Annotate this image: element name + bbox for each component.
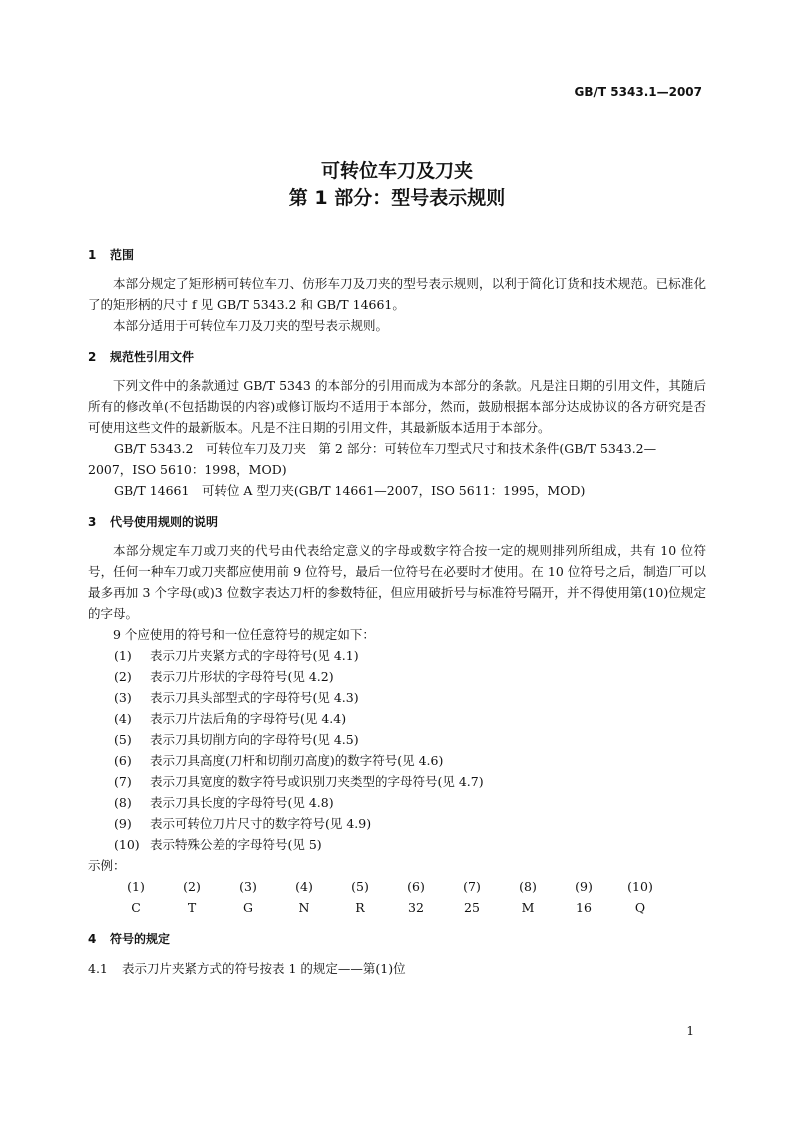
example-position: (7) bbox=[463, 879, 481, 894]
section-2-heading bbox=[88, 348, 706, 365]
section-number: 2 bbox=[88, 350, 97, 364]
list-item: (3) 表示刀具头部型式的字母符号(见 4.3) bbox=[114, 690, 359, 705]
example-symbol: Q bbox=[634, 900, 646, 915]
example-position: (4) bbox=[295, 879, 313, 894]
reference-line: GB/T 5343.2 可转位车刀及刀夹 第 2 部分：可转位车刀型式尺寸和技术条件(GB/T 5343.2— bbox=[114, 441, 657, 456]
reference-line: GB/T 14661 可转位 A 型刀夹(GB/T 14661—2007，ISO 5611：1995，MOD) bbox=[114, 483, 586, 498]
subsection-text: 表示刀片夹紧方式的符号按表 1 的规定——第(1)位 bbox=[122, 961, 406, 976]
section-number: 4 bbox=[88, 932, 97, 946]
scope-paragraph: 本部分规定了矩形柄可转位车刀、仿形车刀及刀夹的型号表示规则，以利于简化订货和技术规范。已标准化了的矩形柄的尺寸 f 见 GB/T 5343.2 和 GB/T 14661。 bbox=[88, 276, 706, 312]
reference-line: 2007，ISO 5610：1998，MOD) bbox=[88, 462, 287, 477]
example-symbol: C bbox=[131, 900, 141, 915]
section-1-heading bbox=[88, 246, 706, 263]
example-symbol: 25 bbox=[464, 900, 480, 915]
section-title: 符号的规定 bbox=[110, 932, 171, 946]
list-item: (2) 表示刀片形状的字母符号(见 4.2) bbox=[114, 669, 334, 684]
example-positions-row bbox=[108, 876, 706, 897]
example-symbol: 16 bbox=[576, 900, 592, 915]
example-position: (3) bbox=[239, 879, 257, 894]
document-subtitle: 第 1 部分：型号表示规则 bbox=[288, 187, 506, 209]
section-4-heading bbox=[88, 930, 706, 947]
list-item: (9) 表示可转位刀片尺寸的数字符号(见 4.9) bbox=[114, 816, 372, 831]
example-position: (5) bbox=[351, 879, 369, 894]
normative-references-paragraph: 下列文件中的条款通过 GB/T 5343 的本部分的引用而成为本部分的条款。凡是注日期的引用文件，其随后所有的修改单(不包括勘误的内容)或修订版均不适用于本部分，然而，鼓励根据本部分达成协议的各方研究是否可使用这些文件的最新版本。凡是不注日期的引用文件，其最新版本适用于本部分。 bbox=[88, 378, 706, 435]
reference-item bbox=[88, 438, 706, 480]
list-item: (5) 表示刀具切削方向的字母符号(见 4.5) bbox=[114, 732, 359, 747]
example-position: (1) bbox=[127, 879, 145, 894]
list-item: (6) 表示刀具高度(刀杆和切削刃高度)的数字符号(见 4.6) bbox=[114, 753, 444, 768]
symbols-intro: 9 个应使用的符号和一位任意符号的规定如下： bbox=[113, 627, 375, 642]
example-label: 示例： bbox=[88, 858, 126, 873]
document-body bbox=[88, 246, 706, 977]
example-position: (9) bbox=[575, 879, 593, 894]
example-position: (6) bbox=[407, 879, 425, 894]
scope-applicability: 本部分适用于可转位车刀及刀夹的型号表示规则。 bbox=[113, 318, 389, 333]
example-symbols-row bbox=[108, 897, 706, 918]
list-item: (1) 表示刀片夹紧方式的字母符号(见 4.1) bbox=[114, 648, 359, 663]
subsection-4-1 bbox=[88, 959, 706, 977]
example-position: (2) bbox=[183, 879, 201, 894]
example-symbol: G bbox=[243, 900, 253, 915]
example-position: (10) bbox=[627, 879, 653, 894]
symbol-list bbox=[88, 645, 706, 855]
section-number: 3 bbox=[88, 515, 97, 529]
section-title: 代号使用规则的说明 bbox=[110, 515, 219, 529]
list-item: (7) 表示刀具宽度的数字符号或识别刀夹类型的字母符号(见 4.7) bbox=[114, 774, 484, 789]
list-item: (10) 表示特殊公差的字母符号(见 5) bbox=[114, 837, 322, 852]
example-symbol: 32 bbox=[408, 900, 424, 915]
list-item: (8) 表示刀具长度的字母符号(见 4.8) bbox=[114, 795, 334, 810]
example-position: (8) bbox=[519, 879, 537, 894]
subsection-number: 4.1 bbox=[88, 961, 108, 976]
section-3-heading bbox=[88, 513, 706, 530]
code-rules-paragraph: 本部分规定车刀或刀夹的代号由代表给定意义的字母或数字符合按一定的规则排列所组成，共有 10 位符号，任何一种车刀或刀夹都应使用前 9 位符号，最后一位符号在必要时才使用。在 10 位符号之后，制造厂可以最多再加 3 个字母(或)3 位数字表达刀杆的参数特征，但应用破折号与标准符号隔开，并不得使用第(10)位规定的字母。 bbox=[88, 543, 706, 621]
example-symbol: T bbox=[187, 900, 197, 915]
list-item: (4) 表示刀片法后角的字母符号(见 4.4) bbox=[114, 711, 347, 726]
example-symbol: R bbox=[355, 900, 365, 915]
example-symbol: N bbox=[298, 900, 310, 915]
example-symbol: M bbox=[521, 900, 535, 915]
section-title: 规范性引用文件 bbox=[110, 350, 195, 364]
reference-item bbox=[88, 480, 706, 501]
page-number: 1 bbox=[686, 1024, 694, 1038]
section-title: 范围 bbox=[110, 248, 135, 262]
document-title: 可转位车刀及刀夹 bbox=[320, 160, 473, 182]
standard-code: GB/T 5343.1—2007 bbox=[574, 85, 702, 99]
section-number: 1 bbox=[88, 248, 97, 262]
